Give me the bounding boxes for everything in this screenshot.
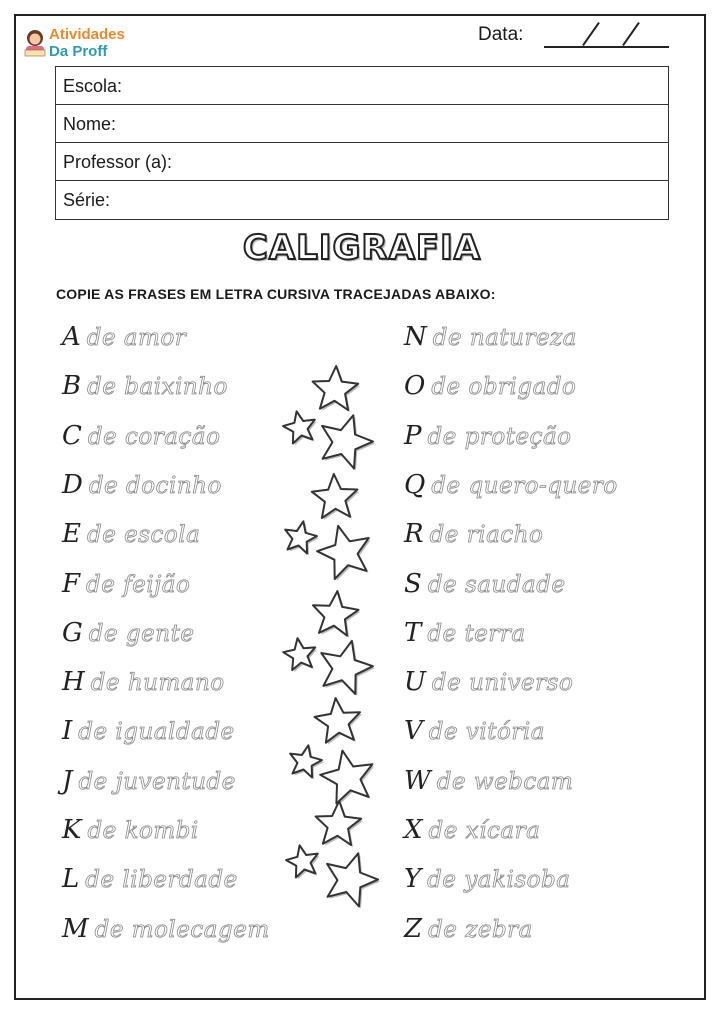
tracing-row [404,716,545,756]
star-icon [290,745,322,777]
tracing-row [62,667,225,707]
cursive-letter: R [404,519,424,550]
cursive-letter: L [62,864,80,895]
cursive-letter: B [62,371,82,402]
page-title: CALIGRAFIA [242,228,482,268]
cursive-letter: E [62,519,81,550]
cursive-letter: I [62,716,73,747]
tracing-row [62,618,194,658]
tracing-row [404,470,618,510]
cursive-letter: V [404,716,423,747]
student-info-table [55,66,669,220]
cursive-letter: M [62,913,89,944]
star-icon [313,591,359,636]
cursive-letter: P [404,420,422,451]
tracing-row [62,815,199,855]
cursive-letter: S [404,568,422,599]
instruction-text: COPIE AS FRASES EM LETRA CURSIVA TRACEJADAS ABAIXO: [56,286,496,302]
traceable-phrase: de feijão [86,571,191,598]
cursive-letter: Q [404,469,426,500]
tracing-row [62,421,220,461]
tracing-row [404,371,576,411]
star-icon [316,801,362,845]
teacher-field[interactable]: Professor (a): [56,143,668,181]
traceable-phrase: de baixinho [87,374,228,401]
cursive-letter: C [62,420,82,451]
traceable-phrase: de liberdade [85,867,238,894]
cursive-letter: X [404,815,423,845]
tracing-row [404,618,526,658]
tracing-row [62,322,186,362]
traceable-phrase: de vitória [428,719,545,746]
date-field-line[interactable] [544,46,669,48]
cursive-letter: W [404,765,431,796]
traceable-phrase: de natureza [432,325,577,351]
cursive-letter: J [62,765,73,796]
traceable-phrase: de webcam [436,768,574,795]
cursive-letter: K [62,815,82,845]
traceable-phrase: de kombi [87,818,199,844]
traceable-phrase: de saudade [427,571,566,598]
tracing-row [404,914,533,954]
cursive-letter: A [62,322,81,352]
cursive-letter: H [62,667,85,698]
cursive-letter: D [62,469,83,500]
tracing-row [404,519,543,559]
stars-decoration [270,360,390,920]
logo [22,26,172,66]
tracing-row [62,766,236,806]
traceable-phrase: de zebra [428,916,533,943]
cursive-letter: O [404,371,426,402]
teacher-avatar-icon [22,28,48,58]
cursive-letter: U [404,667,426,698]
traceable-phrase: de gente [88,620,195,647]
grade-field[interactable]: Série: [63,190,111,210]
traceable-phrase: de juventude [78,768,236,795]
traceable-phrase: de quero-quero [431,472,618,499]
traceable-phrase: de coração [87,423,221,450]
tracing-row [404,766,573,806]
cursive-letter: N [404,322,427,352]
logo-text-line2: Da Proff [49,43,108,60]
traceable-phrase: de proteção [427,423,572,450]
tracing-row [62,470,222,510]
logo-text-line1: Atividades [49,26,125,43]
cursive-letter: Y [404,864,422,895]
traceable-phrase: de obrigado [431,374,577,401]
star-icon [285,521,317,553]
traceable-phrase: de terra [427,620,526,647]
traceable-phrase: de escola [86,522,201,549]
traceable-phrase: de xícara [428,818,541,844]
traceable-phrase: de riacho [429,522,544,549]
star-icon [313,366,359,410]
traceable-phrase: de universo [431,670,574,697]
tracing-row [62,716,235,756]
tracing-row [404,815,540,855]
star-icon [283,638,315,670]
date-label: Data: [478,24,524,45]
tracing-row [62,519,200,559]
cursive-letter: F [62,568,81,599]
tracing-row [404,569,566,609]
cursive-letter: T [404,617,422,648]
name-field[interactable]: Nome: [56,105,668,143]
cursive-letter: Z [404,913,423,944]
traceable-phrase: de docinho [88,472,222,499]
traceable-phrase: de amor [86,325,187,351]
traceable-phrase: de igualdade [78,719,235,746]
star-icon [322,415,373,468]
tracing-row [404,421,572,461]
school-field[interactable]: Escola: [56,67,668,105]
tracing-row [404,322,577,362]
tracing-row [404,667,573,707]
star-icon [327,853,378,906]
tracing-row [62,914,270,954]
tracing-row [62,371,228,411]
traceable-phrase: de yakisoba [427,867,571,894]
cursive-letter: G [62,617,83,648]
traceable-phrase: de molecagem [94,916,270,943]
tracing-row [404,864,570,904]
tracing-row [62,864,238,904]
traceable-phrase: de humano [90,670,225,697]
tracing-row [62,569,190,609]
